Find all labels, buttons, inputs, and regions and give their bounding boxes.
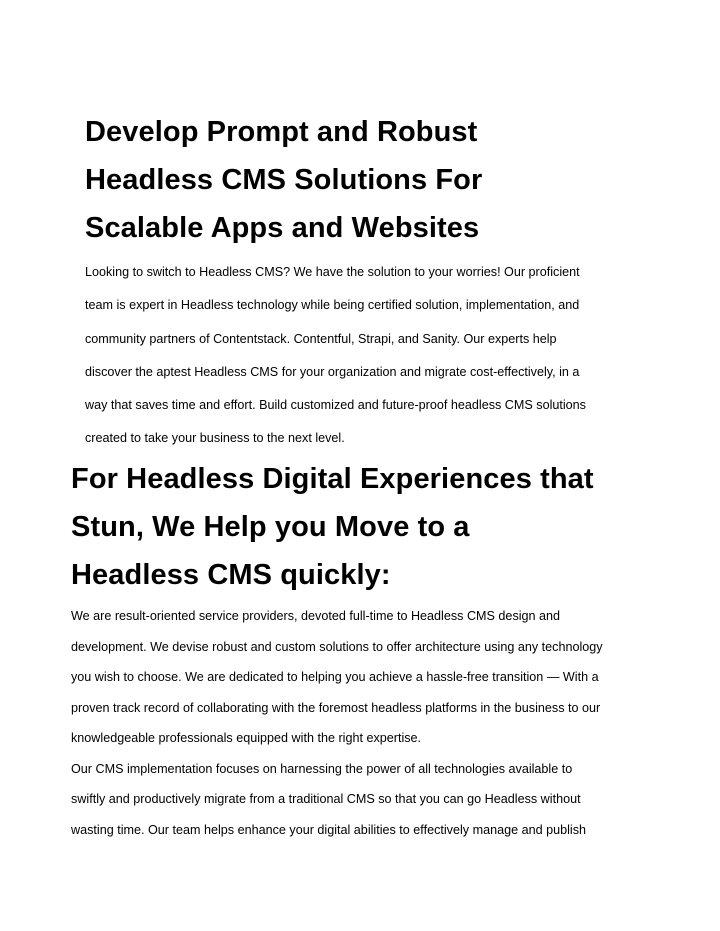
- paragraph-line: swiftly and productively migrate from a traditional CMS so that you can go Headless without: [71, 792, 581, 806]
- section-heading: [71, 455, 671, 599]
- section-paragraph: [71, 754, 671, 846]
- paragraph-line: community partners of Contentstack. Contentful, Strapi, and Sanity. Our experts help: [85, 331, 557, 346]
- section-heading: [85, 108, 665, 252]
- heading-line: Scalable Apps and Websites: [85, 212, 480, 244]
- heading-line: Stun, We Help you Move to a: [71, 511, 470, 543]
- section-develop-headless: [85, 108, 665, 456]
- paragraph-line: you wish to choose. We are dedicated to helping you achieve a hassle-free transition — With a: [71, 670, 599, 684]
- paragraph-line: discover the aptest Headless CMS for your organization and migrate cost-effectively, in a: [85, 364, 580, 379]
- paragraph-line: development. We devise robust and custom solutions to offer architecture using any technology: [71, 639, 603, 654]
- heading-line: Headless CMS Solutions For: [85, 164, 483, 196]
- heading-line: For Headless Digital Experiences that: [71, 463, 594, 495]
- paragraph-line: Looking to switch to Headless CMS? We have the solution to your worries! Our proficient: [85, 265, 580, 279]
- paragraph-line: Our CMS implementation focuses on harnessing the power of all technologies available to: [71, 761, 573, 776]
- paragraph-line: created to take your business to the next level.: [85, 431, 345, 446]
- paragraph-line: proven track record of collaborating with the foremost headless platforms in the business to our: [71, 700, 601, 715]
- section-headless-experiences: [71, 455, 671, 845]
- heading-line: Headless CMS quickly:: [71, 559, 391, 591]
- paragraph-line: wasting time. Our team helps enhance your digital abilities to effectively manage and publish: [71, 822, 587, 837]
- paragraph-line: We are result-oriented service providers, devoted full-time to Headless CMS design and: [71, 609, 561, 623]
- paragraph-line: way that saves time and effort. Build customized and future-proof headless CMS solutions: [85, 398, 586, 413]
- heading-line: Develop Prompt and Robust: [85, 116, 478, 148]
- paragraph-line: knowledgeable professionals equipped with the right expertise.: [71, 731, 422, 745]
- section-paragraph: [85, 256, 665, 456]
- paragraph-line: team is expert in Headless technology while being certified solution, implementation, and: [85, 298, 580, 313]
- section-paragraph: [71, 601, 671, 754]
